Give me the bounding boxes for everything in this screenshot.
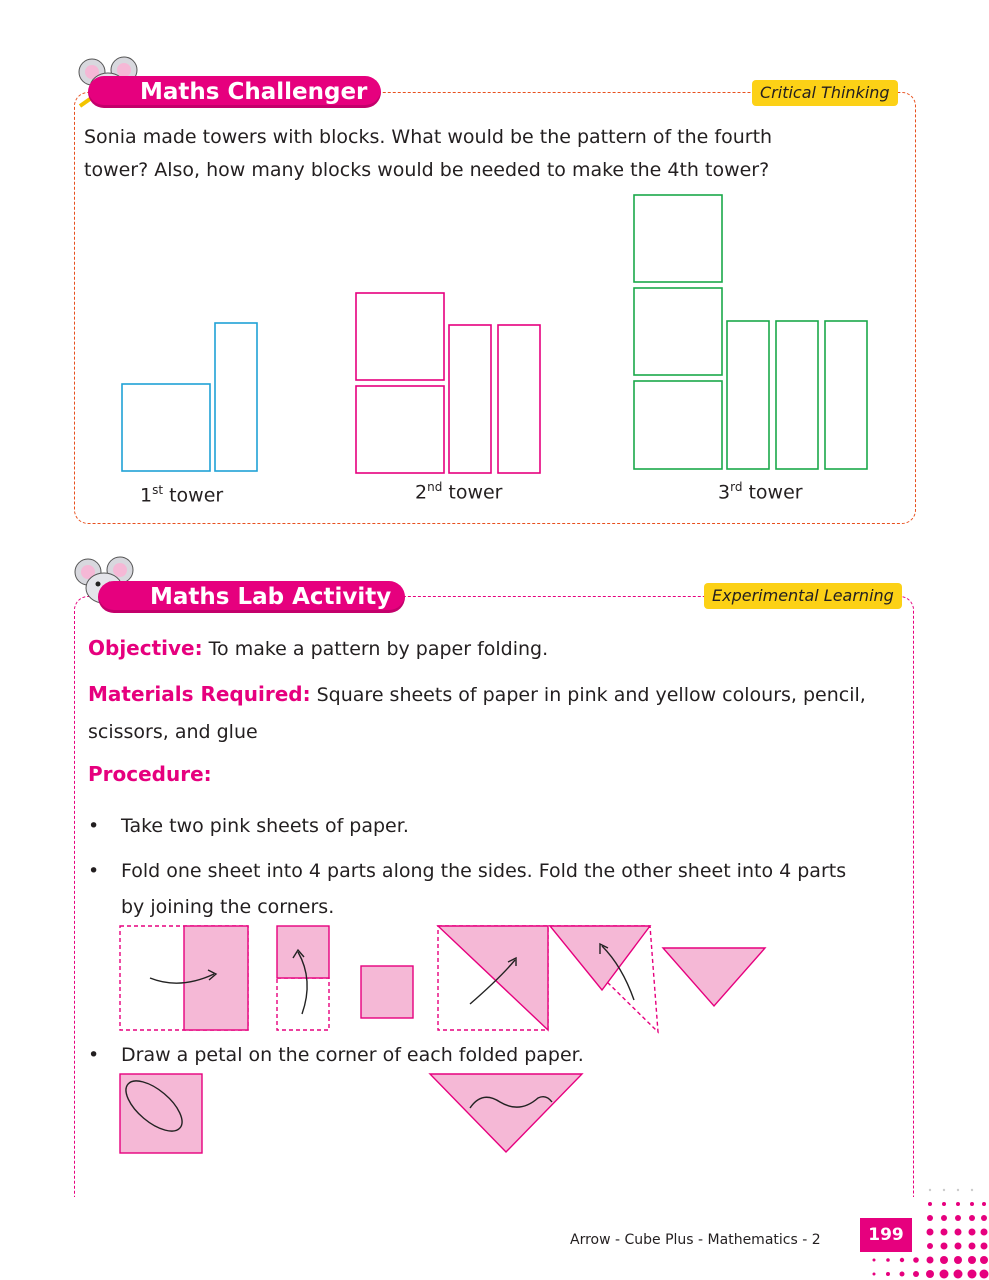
objective-text: To make a pattern by paper folding. [208, 638, 549, 660]
materials-line2: scissors, and glue [88, 721, 258, 743]
tower1-bar [215, 323, 257, 471]
tower2-square-top [356, 293, 444, 380]
experimental-learning-tag: Experimental Learning [704, 583, 902, 609]
footer-text: Arrow - Cube Plus - Mathematics - 2 [570, 1232, 821, 1248]
lab-title: Maths Lab Activity [98, 581, 405, 613]
step-1: Take two pink sheets of paper. [121, 815, 409, 837]
tower3-square-bottom [634, 381, 722, 469]
step-2-continued: by joining the corners. [121, 896, 335, 918]
step-2-bullet: • [88, 860, 100, 882]
tower2-bar2 [498, 325, 540, 473]
folding-diagram [110, 920, 790, 1035]
petal-diagram [110, 1068, 590, 1158]
tower3-square-top [634, 195, 722, 282]
tower1-label: 1st tower [140, 483, 224, 507]
dot-pattern-decoration [860, 1180, 989, 1280]
towers-figure [110, 190, 880, 480]
challenger-title: Maths Challenger [88, 76, 381, 108]
critical-thinking-tag: Critical Thinking [752, 80, 898, 106]
page-number: 199 [860, 1218, 912, 1252]
tower3-bar1 [727, 321, 769, 469]
objective-line [88, 636, 548, 661]
materials-text: Square sheets of paper in pink and yellow colours, pencil, [316, 684, 866, 706]
tower2-square-bottom [356, 386, 444, 473]
tower1-square [122, 384, 210, 471]
materials-label: Materials Required: [88, 682, 311, 706]
step-3-bullet: • [88, 1044, 100, 1066]
challenger-question-line1: Sonia made towers with blocks. What would be the pattern of the fourth [84, 126, 773, 148]
tower2-label: 2nd tower [415, 480, 503, 504]
materials-line [88, 682, 866, 707]
challenger-question-line2: tower? Also, how many blocks would be needed to make the 4th tower? [84, 159, 770, 181]
procedure-label: Procedure: [88, 762, 212, 786]
tower2-bar1 [449, 325, 491, 473]
step-1-bullet: • [88, 815, 100, 837]
tower3-square-middle [634, 288, 722, 375]
tower3-label: 3rd tower [718, 480, 803, 504]
step-2: Fold one sheet into 4 parts along the sides. Fold the other sheet into 4 parts [121, 860, 847, 882]
objective-label: Objective: [88, 636, 203, 660]
tower3-bar3 [825, 321, 867, 469]
step-3: Draw a petal on the corner of each folded paper. [121, 1044, 584, 1066]
tower3-bar2 [776, 321, 818, 469]
